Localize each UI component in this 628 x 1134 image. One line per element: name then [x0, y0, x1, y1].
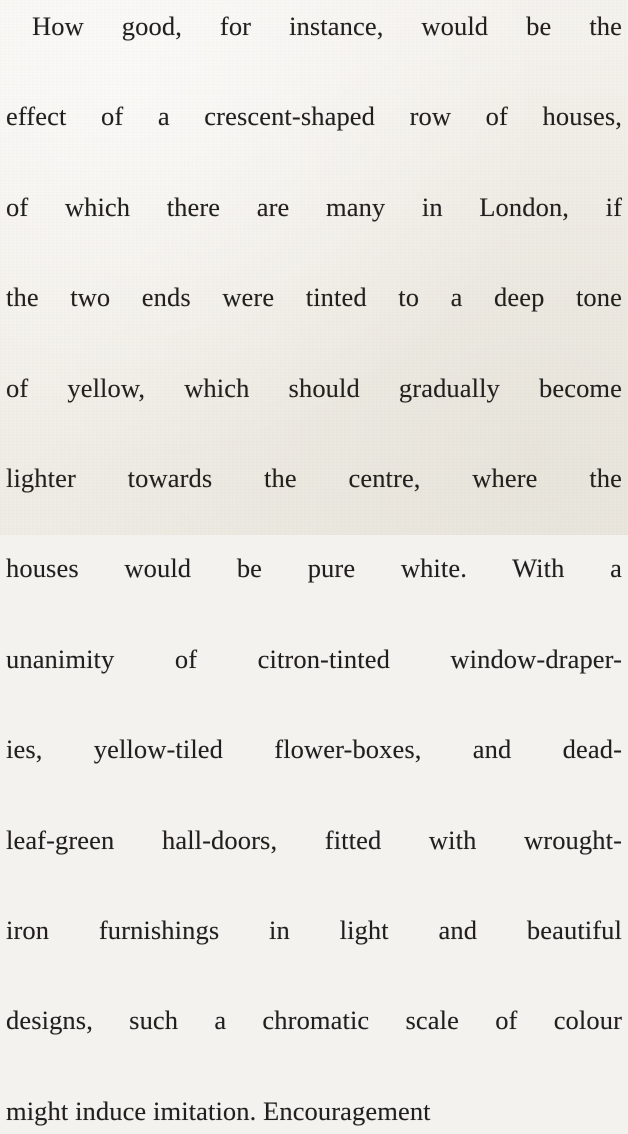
text-line-content: ies, yellow-tiled flower-boxes, and dead-: [6, 734, 622, 765]
text-line-content: lighter towards the centre, where the: [6, 463, 622, 494]
text-line: [6, 94, 622, 184]
text-line: [6, 1089, 622, 1134]
text-line-content: might induce imitation. Encouragement: [6, 1095, 431, 1126]
text-line: [6, 185, 622, 275]
text-line-content: iron furnishings in light and beautiful: [6, 915, 622, 946]
text-line-content: houses would be pure white. With a: [6, 553, 622, 584]
text-line-content: How good, for instance, would be the: [32, 11, 622, 41]
text-line: [6, 727, 622, 817]
text-line-content: leaf-green hall-doors, fitted with wrought-: [6, 824, 622, 855]
text-line: [6, 908, 622, 998]
text-line-content: of which there are many in London, if: [6, 191, 622, 222]
page-text-block: [6, 4, 622, 1134]
text-line-content: effect of a crescent-shaped row of houses,: [6, 101, 622, 132]
text-line-content: of yellow, which should gradually become: [6, 372, 622, 403]
text-line-content: designs, such a chromatic scale of colour: [6, 1005, 622, 1036]
text-line-content: the two ends were tinted to a deep tone: [6, 282, 622, 313]
text-line: [6, 818, 622, 908]
text-line: [6, 275, 622, 365]
text-line: [6, 456, 622, 546]
text-line: [6, 546, 622, 636]
text-line: [6, 366, 622, 456]
text-line-content: unanimity of citron-tinted window-draper-: [6, 643, 622, 674]
text-line: [6, 4, 622, 94]
text-line: [6, 998, 622, 1088]
text-line: [6, 637, 622, 727]
